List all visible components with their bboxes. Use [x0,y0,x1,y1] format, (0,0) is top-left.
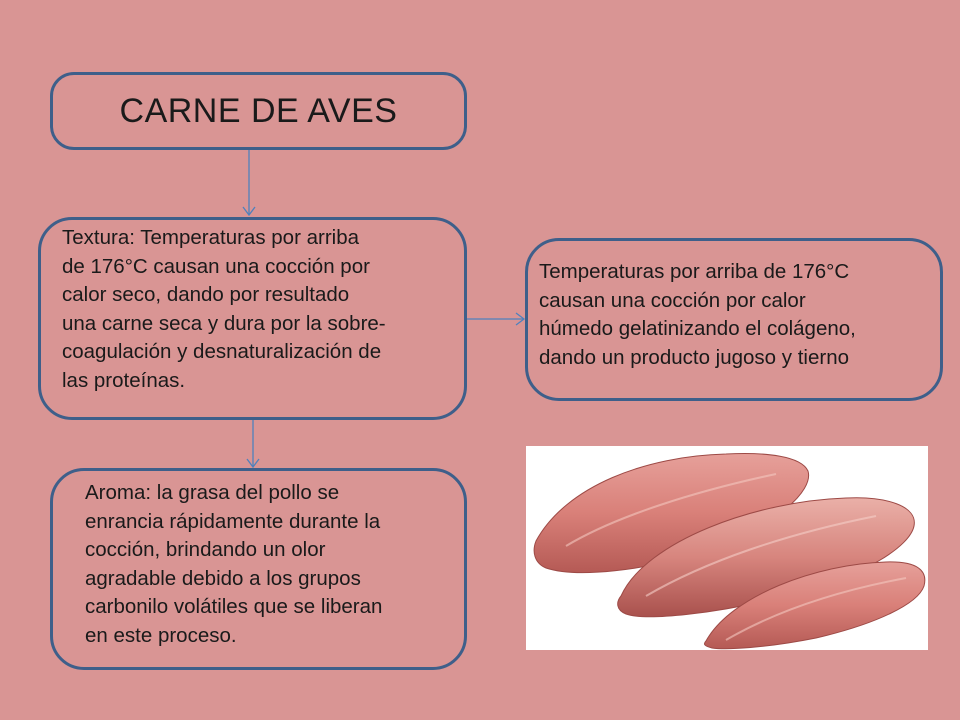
raw-poultry-meat-image [526,446,928,650]
humedo-text: Temperaturas por arriba de 176°C causan una cocción por calor húmedo gelatinizando el colágeno, dando un producto jugoso y tierno [539,260,856,369]
textura-box [38,217,467,420]
textura-text: Textura: Temperaturas por arriba de 176°C causan una cocción por calor seco, dando por resultado una carne seca y dura por la sobre- coagulación y desnaturalización de las proteínas. [62,226,386,392]
diagram-title: CARNE DE AVES [119,91,398,130]
humedo-box [525,238,943,401]
title-box [50,72,467,150]
aroma-box [50,468,467,670]
aroma-text: Aroma: la grasa del pollo se enrancia rápidamente durante la cocción, brindando un olor agradable debido a los grupos carbonilo volátiles que se liberan en este proceso. [85,481,383,647]
